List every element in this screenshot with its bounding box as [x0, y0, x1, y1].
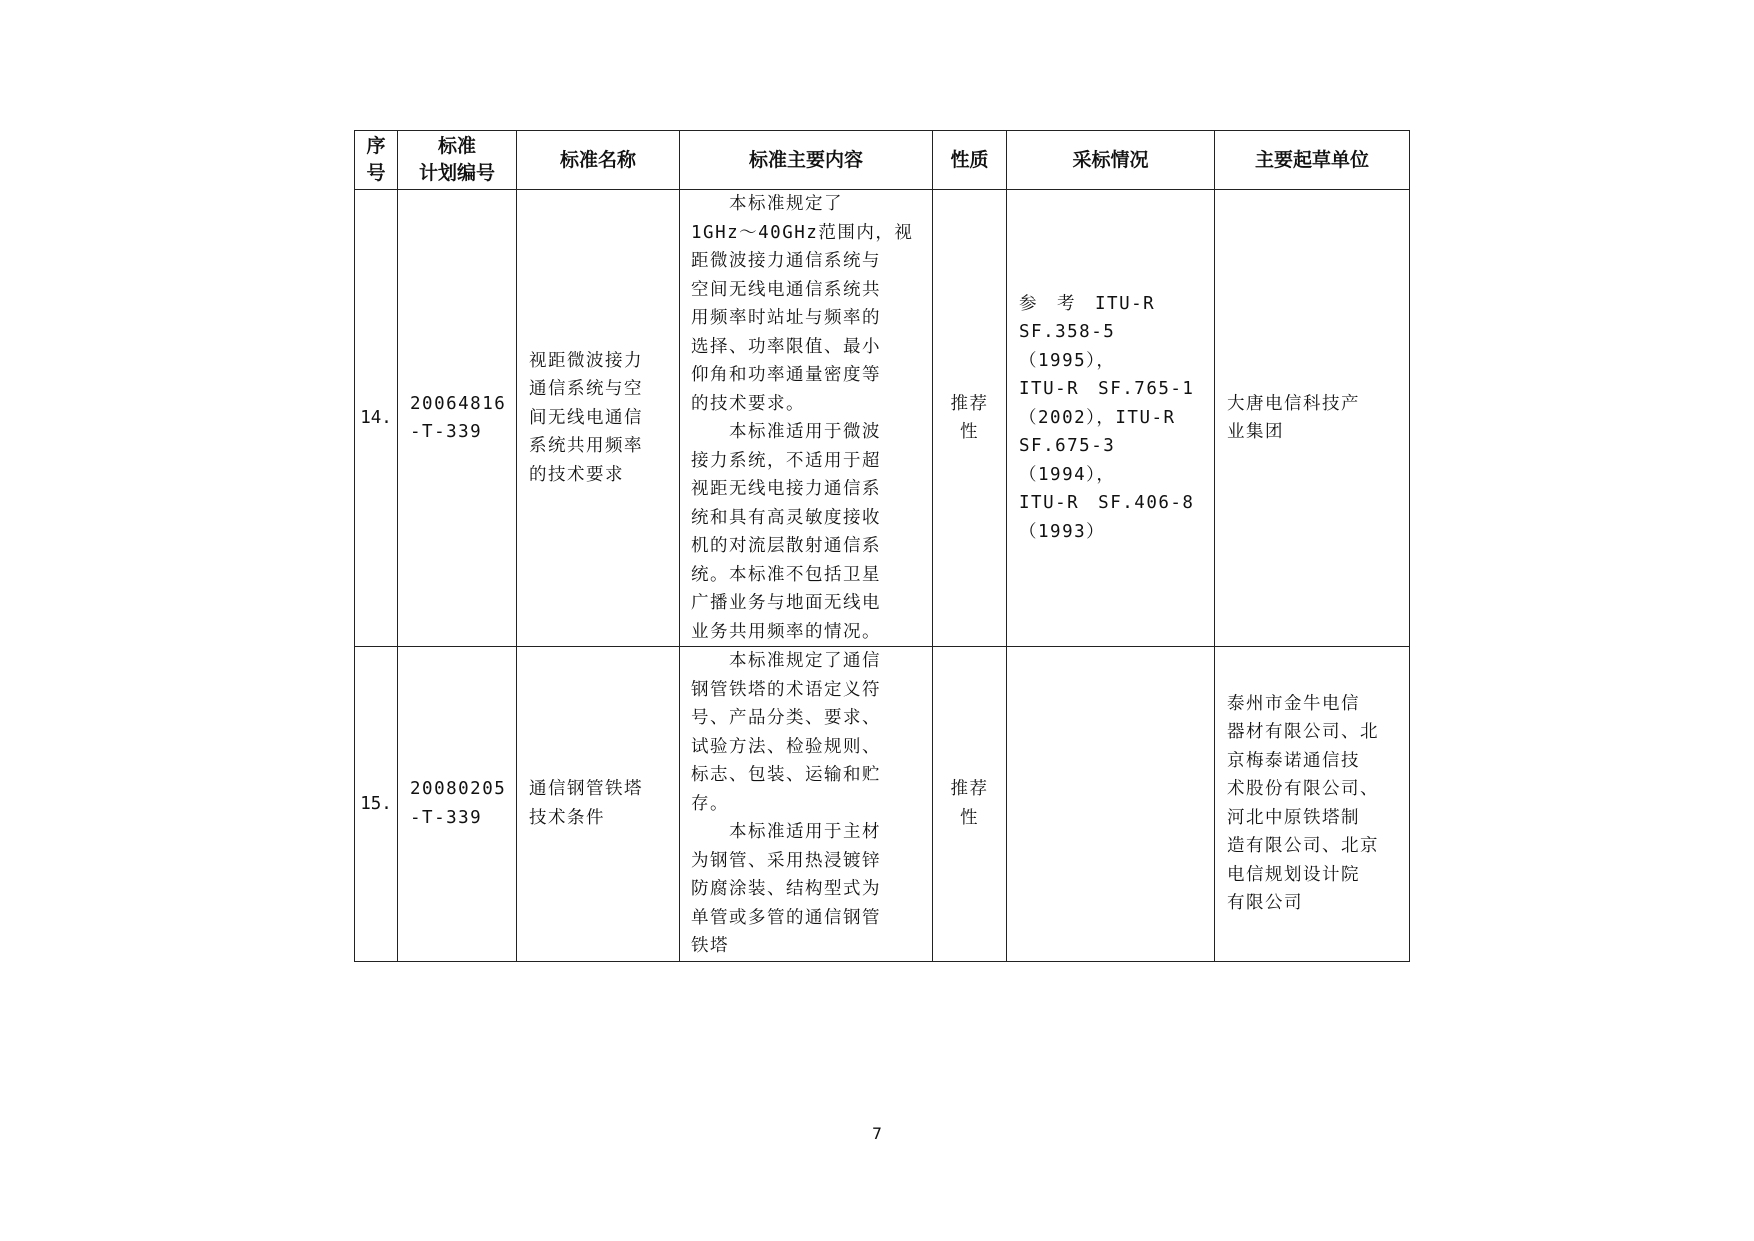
- row-standard-name: 视距微波接力 通信系统与空 间无线电通信 系统共用频率 的技术要求: [517, 190, 680, 647]
- row-drafting-units: 泰州市金牛电信 器材有限公司、北 京梅泰诺通信技 术股份有限公司、 河北中原铁塔制 造有限公司、北京 电信规划设计院 有限公司: [1215, 647, 1410, 962]
- standards-table: [354, 130, 1410, 962]
- header-adoption: 采标情况: [1007, 131, 1215, 190]
- table-row: [355, 647, 1410, 962]
- row-seq: 14.: [355, 190, 398, 647]
- header-seq: 序 号: [355, 131, 398, 190]
- row-seq: 15.: [355, 647, 398, 962]
- page-number: 7: [871, 1124, 883, 1143]
- header-standard-name: 标准名称: [517, 131, 680, 190]
- row-drafting-units: 大唐电信科技产 业集团: [1215, 190, 1410, 647]
- row-standard-name: 通信钢管铁塔 技术条件: [517, 647, 680, 962]
- row-plan-number: 20080205 -T-339: [398, 647, 517, 962]
- table-row: [355, 190, 1410, 647]
- row-adoption: 参 考 ITU-R SF.358-5（1995）， ITU-R SF.765-1 （2002），ITU-R SF.675-3（1994）， ITU-R SF.406-8 （1993）: [1007, 190, 1215, 647]
- header-plan-number: 标准 计划编号: [398, 131, 517, 190]
- header-nature: 性质: [933, 131, 1007, 190]
- header-main-content: 标准主要内容: [680, 131, 933, 190]
- row-main-content: 本标准规定了通信 钢管铁塔的术语定义符 号、产品分类、要求、 试验方法、检验规则、 标志、包装、运输和贮 存。 本标准适用于主材 为钢管、采用热浸镀锌 防腐涂装、结构型式为 单管或多管的通信钢管 铁塔: [680, 647, 933, 962]
- row-plan-number: 20064816 -T-339: [398, 190, 517, 647]
- row-nature: 推荐 性: [933, 647, 1007, 962]
- header-drafting-units: 主要起草单位: [1215, 131, 1410, 190]
- table-header-row: [355, 131, 1410, 190]
- row-adoption: [1007, 647, 1215, 962]
- row-main-content: 本标准规定了 1GHz～40GHz范围内，视 距微波接力通信系统与 空间无线电通信系统共 用频率时站址与频率的 选择、功率限值、最小 仰角和功率通量密度等 的技术要求。 本标准适用于微波 接力系统，不适用于超 视距无线电接力通信系 统和具有高灵敏度接收 机的对流层散射通信系 统。本标准不包括卫星 广播业务与地面无线电 业务共用频率的情况。: [680, 190, 933, 647]
- row-nature: 推荐 性: [933, 190, 1007, 647]
